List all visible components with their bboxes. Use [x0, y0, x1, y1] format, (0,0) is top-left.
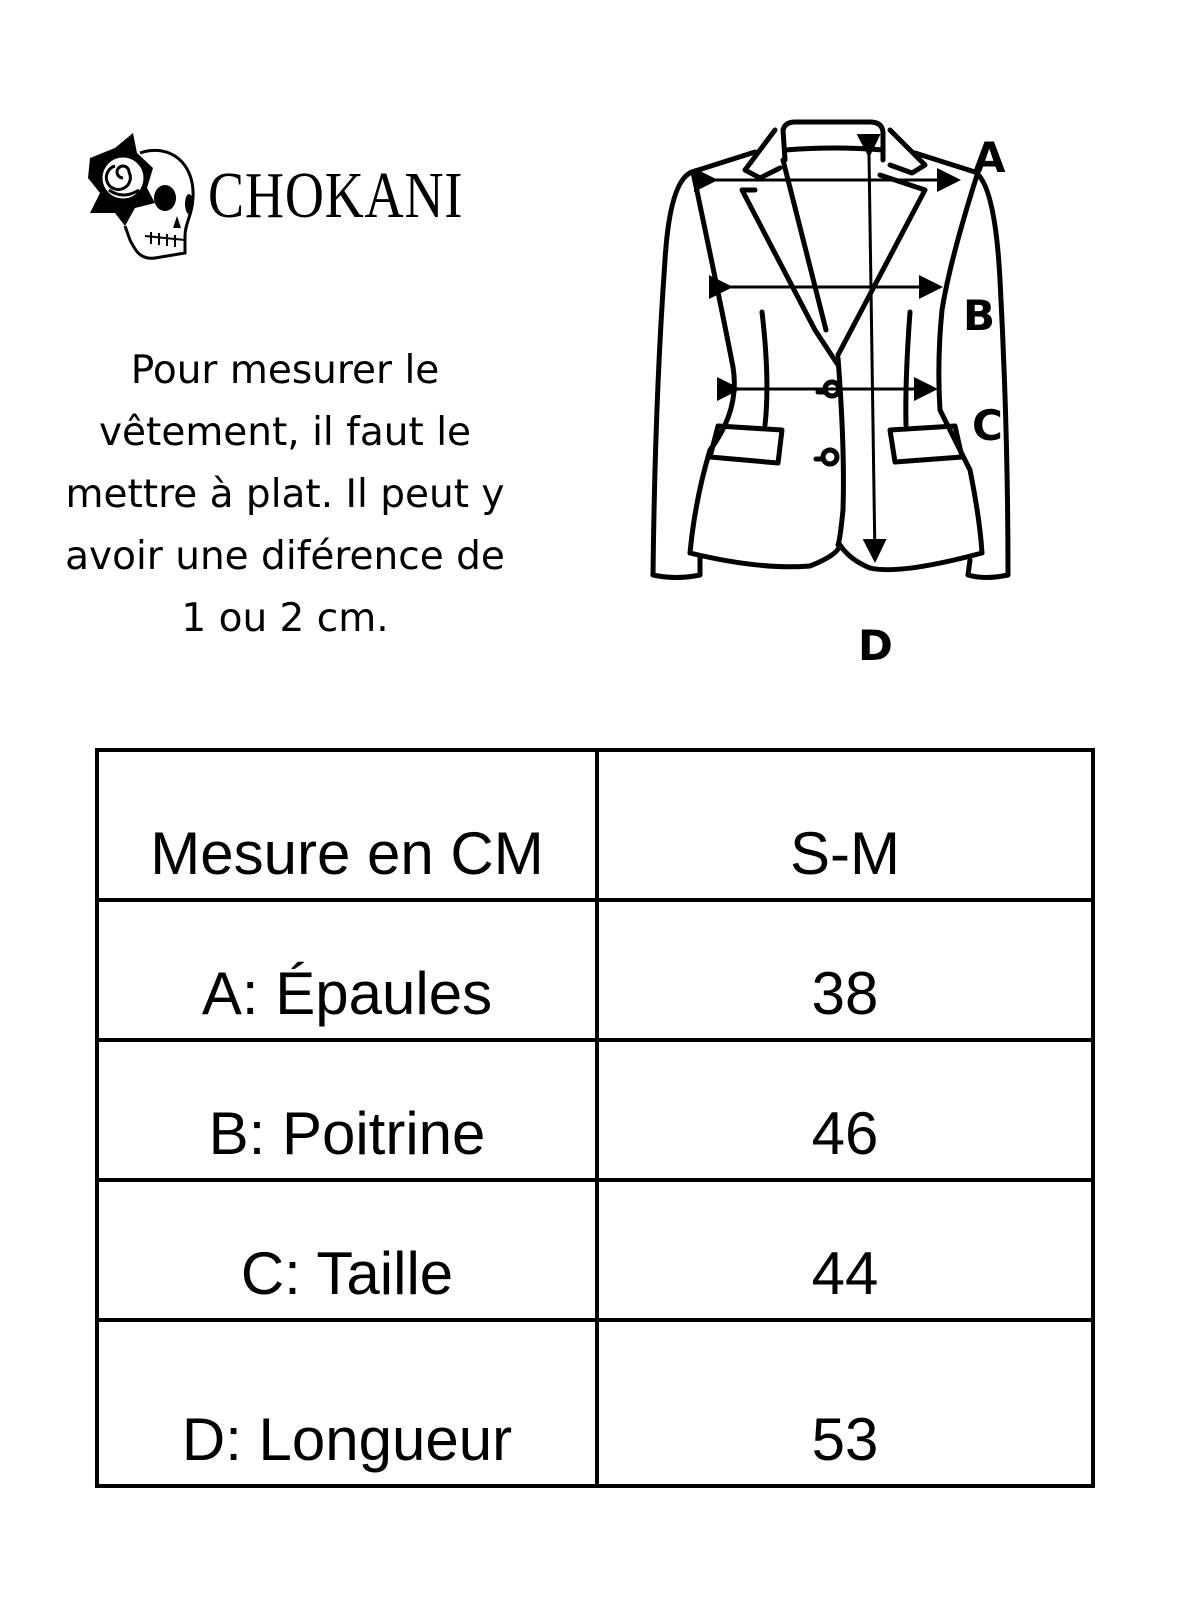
- row-value: 38: [597, 900, 1093, 1040]
- table-row: [97, 1180, 1093, 1320]
- brand-name: CHOKANI: [208, 158, 464, 232]
- label-d: D: [858, 621, 893, 670]
- table-row: [97, 1320, 1093, 1486]
- measure-d-arrow: [869, 155, 875, 560]
- measuring-instructions: Pour mesurer le vêtement, il faut le mettre à plat. Il peut y avoir une diférence de 1 ou 2 cm.: [65, 348, 505, 641]
- header-measure: Mesure en CM: [97, 750, 597, 900]
- label-b: B: [963, 291, 996, 340]
- row-label: B: Poitrine: [97, 1040, 597, 1180]
- table-row: [97, 900, 1093, 1040]
- size-table: [95, 748, 1095, 1488]
- table-row: [97, 1040, 1093, 1180]
- row-label: D: Longueur: [97, 1320, 597, 1486]
- table-header-row: [97, 750, 1093, 900]
- row-label: C: Taille: [97, 1180, 597, 1320]
- row-value: 44: [597, 1180, 1093, 1320]
- header-size: S-M: [597, 750, 1093, 900]
- row-value: 53: [597, 1320, 1093, 1486]
- row-value: 46: [597, 1040, 1093, 1180]
- right-sleeve: [968, 172, 1008, 578]
- collar-outline: [783, 122, 883, 160]
- label-a: A: [973, 133, 1006, 182]
- row-label: A: Épaules: [97, 900, 597, 1040]
- label-c: C: [972, 401, 1003, 450]
